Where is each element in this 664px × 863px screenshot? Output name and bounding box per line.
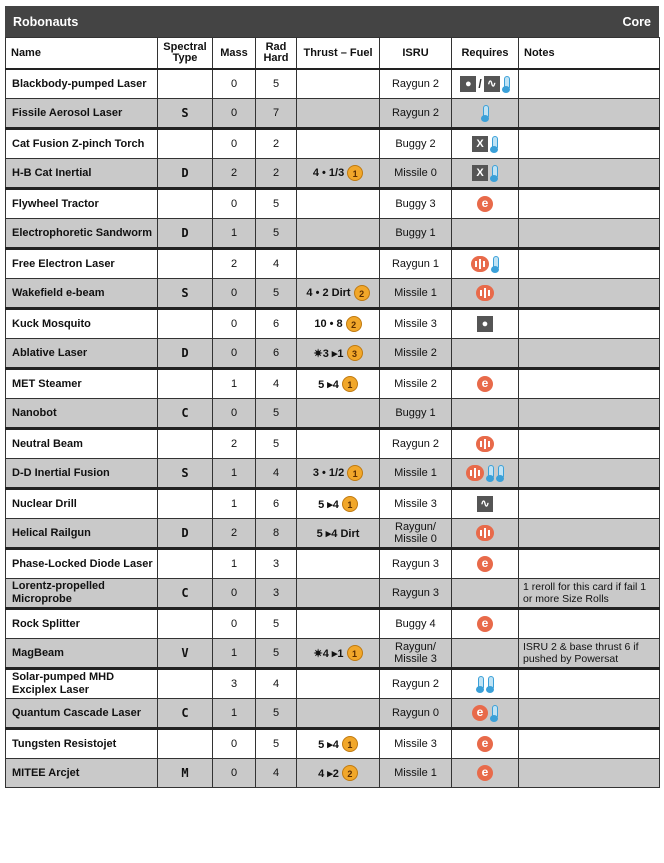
row-spectral-type: D: [158, 159, 213, 189]
row-name: Quantum Cascade Laser: [6, 699, 158, 729]
row-isru: Missile 0: [380, 159, 452, 189]
row-thrust-fuel: [297, 579, 380, 609]
row-rad-hard: 5: [256, 189, 297, 219]
card-title: Robonauts: [13, 14, 79, 29]
row-mass: 0: [213, 309, 256, 339]
row-notes: [519, 309, 660, 339]
col-header-thrust: Thrust – Fuel: [297, 38, 380, 70]
pp-icon: [476, 436, 494, 452]
thermometer-icon: [490, 136, 498, 153]
row-requires: [452, 69, 519, 99]
thrust-badge-icon: 2: [342, 765, 358, 781]
row-thrust-fuel: [297, 249, 380, 279]
row-rad-hard: 6: [256, 489, 297, 519]
thrust-badge-icon: 1: [347, 165, 363, 181]
row-notes: [519, 99, 660, 129]
row-rad-hard: 5: [256, 729, 297, 759]
row-requires: [452, 729, 519, 759]
row-name: Nanobot: [6, 399, 158, 429]
row-spectral-type: [158, 369, 213, 399]
row-name: Electrophoretic Sandworm: [6, 219, 158, 249]
row-spectral-type: D: [158, 339, 213, 369]
row-isru: Raygun 3: [380, 549, 452, 579]
table-row: [6, 609, 660, 639]
row-isru: Raygun 0: [380, 699, 452, 729]
row-spectral-type: C: [158, 579, 213, 609]
row-thrust-fuel: [297, 429, 380, 459]
row-rad-hard: 5: [256, 279, 297, 309]
row-thrust-value: 4 • 2 Dirt: [306, 287, 351, 299]
row-thrust-fuel: [297, 189, 380, 219]
row-thrust-value: 4 • 1/3: [312, 167, 345, 179]
row-requires: [452, 219, 519, 249]
pp-icon: [476, 525, 494, 541]
wave-icon: ∿: [484, 76, 500, 92]
table-row: [6, 279, 660, 309]
row-name: Cat Fusion Z-pinch Torch: [6, 129, 158, 159]
row-name: H-B Cat Inertial: [6, 159, 158, 189]
row-mass: 1: [213, 549, 256, 579]
row-requires: [452, 279, 519, 309]
row-thrust-value: 3 • 1/2: [312, 467, 345, 479]
row-name: Neutral Beam: [6, 429, 158, 459]
row-mass: 1: [213, 219, 256, 249]
row-requires: [452, 249, 519, 279]
row-notes: [519, 429, 660, 459]
header-row: [6, 38, 660, 70]
row-mass: 0: [213, 339, 256, 369]
row-isru: Raygun 1: [380, 249, 452, 279]
thrust-badge-icon: 2: [354, 285, 370, 301]
row-isru: Raygun 2: [380, 429, 452, 459]
row-rad-hard: 6: [256, 339, 297, 369]
row-notes: [519, 729, 660, 759]
row-thrust-fuel: [297, 519, 380, 549]
row-thrust-fuel: [297, 339, 380, 369]
table-row: [6, 669, 660, 699]
x-icon: X: [472, 136, 488, 152]
thrust-badge-icon: 1: [347, 465, 363, 481]
robonauts-card: [5, 6, 659, 788]
row-thrust-fuel: [297, 309, 380, 339]
row-spectral-type: C: [158, 399, 213, 429]
row-name: Wakefield e-beam: [6, 279, 158, 309]
row-rad-hard: 5: [256, 429, 297, 459]
row-rad-hard: 5: [256, 399, 297, 429]
row-requires: [452, 459, 519, 489]
thrust-badge-icon: 1: [342, 496, 358, 512]
row-mass: 0: [213, 399, 256, 429]
row-isru: Missile 2: [380, 369, 452, 399]
row-rad-hard: 2: [256, 159, 297, 189]
row-notes: [519, 279, 660, 309]
row-isru: Missile 1: [380, 459, 452, 489]
row-spectral-type: [158, 609, 213, 639]
row-isru: Missile 1: [380, 759, 452, 788]
row-isru: Buggy 1: [380, 219, 452, 249]
bomb-icon: ●: [460, 76, 476, 92]
row-thrust-value: ✷3 ▸1: [313, 347, 344, 360]
pp-icon: [476, 285, 494, 301]
row-notes: [519, 459, 660, 489]
table-row: [6, 549, 660, 579]
row-thrust-fuel: [297, 159, 380, 189]
row-isru: Missile 3: [380, 489, 452, 519]
row-name: Blackbody-pumped Laser: [6, 69, 158, 99]
col-header-mass: Mass: [213, 38, 256, 70]
row-mass: 2: [213, 429, 256, 459]
row-mass: 1: [213, 369, 256, 399]
row-thrust-fuel: [297, 729, 380, 759]
row-notes: [519, 489, 660, 519]
thermometer-icon: [486, 676, 494, 693]
row-requires: [452, 669, 519, 699]
row-requires: [452, 99, 519, 129]
row-isru: Buggy 4: [380, 609, 452, 639]
pp-icon: [471, 256, 489, 272]
row-requires: [452, 339, 519, 369]
row-spectral-type: V: [158, 639, 213, 669]
bomb-icon: ●: [477, 316, 493, 332]
thrust-badge-icon: 3: [347, 345, 363, 361]
row-thrust-fuel: [297, 69, 380, 99]
thermometer-icon: [490, 705, 498, 722]
row-thrust-fuel: [297, 609, 380, 639]
row-notes: [519, 69, 660, 99]
row-notes: [519, 159, 660, 189]
row-isru: Missile 3: [380, 309, 452, 339]
row-requires: [452, 579, 519, 609]
table-row: [6, 699, 660, 729]
row-spectral-type: [158, 189, 213, 219]
row-rad-hard: 8: [256, 519, 297, 549]
row-mass: 0: [213, 759, 256, 788]
col-header-spectral: Spectral Type: [158, 38, 213, 70]
table-body: [6, 69, 660, 788]
row-name: Solar-pumped MHD Exciplex Laser: [6, 669, 158, 699]
robonauts-table: [5, 37, 660, 788]
row-spectral-type: D: [158, 219, 213, 249]
table-row: [6, 369, 660, 399]
table-row: [6, 459, 660, 489]
table-row: [6, 129, 660, 159]
thermometer-icon: [486, 465, 494, 482]
row-spectral-type: [158, 549, 213, 579]
table-row: [6, 399, 660, 429]
row-spectral-type: M: [158, 759, 213, 788]
table-row: [6, 579, 660, 609]
row-notes: [519, 549, 660, 579]
row-spectral-type: [158, 669, 213, 699]
row-thrust-fuel: [297, 669, 380, 699]
row-thrust-value: ✷4 ▸1: [313, 647, 344, 660]
table-row: [6, 489, 660, 519]
row-notes: [519, 399, 660, 429]
table-row: [6, 309, 660, 339]
row-name: Flywheel Tractor: [6, 189, 158, 219]
col-header-notes: Notes: [519, 38, 660, 70]
row-thrust-value: 5 ▸4: [318, 378, 339, 391]
thermometer-icon: [502, 76, 510, 93]
table-row: [6, 429, 660, 459]
thermometer-icon: [490, 165, 498, 182]
e-icon: e: [477, 736, 493, 752]
table-row: [6, 249, 660, 279]
row-isru: Raygun 2: [380, 99, 452, 129]
row-name: Tungsten Resistojet: [6, 729, 158, 759]
row-thrust-fuel: [297, 399, 380, 429]
row-requires: [452, 159, 519, 189]
row-spectral-type: [158, 249, 213, 279]
row-rad-hard: 4: [256, 249, 297, 279]
row-requires: [452, 519, 519, 549]
row-thrust-value: 5 ▸4: [318, 498, 339, 511]
row-isru: Missile 2: [380, 339, 452, 369]
table-row: [6, 519, 660, 549]
row-spectral-type: [158, 489, 213, 519]
row-isru: Missile 3: [380, 729, 452, 759]
row-mass: 3: [213, 669, 256, 699]
row-rad-hard: 4: [256, 759, 297, 788]
row-mass: 0: [213, 729, 256, 759]
row-thrust-fuel: [297, 219, 380, 249]
row-mass: 1: [213, 699, 256, 729]
row-mass: 0: [213, 99, 256, 129]
row-name: MITEE Arcjet: [6, 759, 158, 788]
slash-separator-icon: /: [478, 77, 482, 91]
row-rad-hard: 4: [256, 459, 297, 489]
row-requires: [452, 549, 519, 579]
row-requires: [452, 129, 519, 159]
row-isru: Raygun 2: [380, 669, 452, 699]
thrust-badge-icon: 1: [347, 645, 363, 661]
e-icon: e: [477, 556, 493, 572]
row-rad-hard: 3: [256, 579, 297, 609]
row-notes: [519, 339, 660, 369]
row-notes: 1 reroll for this card if fail 1 or more Size Rolls: [519, 579, 660, 609]
row-spectral-type: D: [158, 519, 213, 549]
e-icon: e: [472, 705, 488, 721]
col-header-requires: Requires: [452, 38, 519, 70]
row-isru: Missile 1: [380, 279, 452, 309]
row-isru: Raygun 2: [380, 69, 452, 99]
row-notes: [519, 609, 660, 639]
row-requires: [452, 759, 519, 788]
row-notes: [519, 699, 660, 729]
row-name: Ablative Laser: [6, 339, 158, 369]
thermometer-icon: [491, 256, 499, 273]
table-row: [6, 759, 660, 788]
e-icon: e: [477, 765, 493, 781]
row-rad-hard: 5: [256, 69, 297, 99]
row-spectral-type: [158, 729, 213, 759]
row-thrust-value: 5 ▸4 Dirt: [316, 527, 360, 540]
table-row: [6, 189, 660, 219]
row-spectral-type: [158, 429, 213, 459]
row-isru: Buggy 3: [380, 189, 452, 219]
row-name: MagBeam: [6, 639, 158, 669]
row-name: Free Electron Laser: [6, 249, 158, 279]
row-isru: Buggy 2: [380, 129, 452, 159]
row-spectral-type: [158, 309, 213, 339]
row-requires: [452, 399, 519, 429]
row-spectral-type: S: [158, 459, 213, 489]
row-name: MET Steamer: [6, 369, 158, 399]
row-thrust-fuel: [297, 759, 380, 788]
row-name: Rock Splitter: [6, 609, 158, 639]
x-icon: X: [472, 165, 488, 181]
row-notes: [519, 219, 660, 249]
row-spectral-type: [158, 69, 213, 99]
row-requires: [452, 369, 519, 399]
row-thrust-fuel: [297, 129, 380, 159]
card-type: Core: [622, 14, 651, 29]
e-icon: e: [477, 376, 493, 392]
row-mass: 0: [213, 189, 256, 219]
row-notes: [519, 519, 660, 549]
row-thrust-fuel: [297, 459, 380, 489]
table-row: [6, 219, 660, 249]
e-icon: e: [477, 196, 493, 212]
row-thrust-value: 5 ▸4: [318, 738, 339, 751]
row-thrust-fuel: [297, 549, 380, 579]
row-rad-hard: 7: [256, 99, 297, 129]
row-requires: [452, 429, 519, 459]
row-thrust-value: 4 ▸2: [318, 767, 339, 780]
row-thrust-fuel: [297, 489, 380, 519]
thrust-badge-icon: 1: [342, 736, 358, 752]
row-rad-hard: 5: [256, 609, 297, 639]
row-rad-hard: 5: [256, 639, 297, 669]
col-header-rad: Rad Hard: [256, 38, 297, 70]
row-name: Lorentz-propelled Microprobe: [6, 579, 158, 609]
row-rad-hard: 6: [256, 309, 297, 339]
wave-icon: ∿: [477, 496, 493, 512]
row-name: D-D Inertial Fusion: [6, 459, 158, 489]
row-rad-hard: 5: [256, 219, 297, 249]
row-requires: [452, 639, 519, 669]
row-notes: ISRU 2 & base thrust 6 if pushed by Powersat: [519, 639, 660, 669]
row-requires: [452, 609, 519, 639]
table-row: [6, 159, 660, 189]
row-spectral-type: S: [158, 99, 213, 129]
row-rad-hard: 4: [256, 669, 297, 699]
thermometer-icon: [481, 105, 489, 122]
row-requires: [452, 699, 519, 729]
table-row: [6, 69, 660, 99]
row-notes: [519, 759, 660, 788]
row-mass: 1: [213, 639, 256, 669]
row-rad-hard: 3: [256, 549, 297, 579]
row-isru: Raygun/ Missile 0: [380, 519, 452, 549]
row-spectral-type: C: [158, 699, 213, 729]
row-rad-hard: 2: [256, 129, 297, 159]
row-thrust-fuel: [297, 699, 380, 729]
card-title-bar: [5, 6, 659, 37]
row-notes: [519, 249, 660, 279]
table-row: [6, 729, 660, 759]
row-requires: [452, 189, 519, 219]
thrust-badge-icon: 2: [346, 316, 362, 332]
row-thrust-fuel: [297, 369, 380, 399]
row-mass: 2: [213, 519, 256, 549]
row-spectral-type: [158, 129, 213, 159]
row-mass: 0: [213, 579, 256, 609]
row-isru: Raygun/ Missile 3: [380, 639, 452, 669]
table-row: [6, 339, 660, 369]
row-name: Nuclear Drill: [6, 489, 158, 519]
pp-icon: [466, 465, 484, 481]
row-notes: [519, 369, 660, 399]
row-mass: 0: [213, 69, 256, 99]
row-isru: Buggy 1: [380, 399, 452, 429]
row-thrust-fuel: [297, 279, 380, 309]
row-mass: 1: [213, 489, 256, 519]
col-header-isru: ISRU: [380, 38, 452, 70]
row-thrust-fuel: [297, 639, 380, 669]
row-thrust-value: 10 • 8: [314, 318, 343, 330]
row-notes: [519, 189, 660, 219]
row-mass: 1: [213, 459, 256, 489]
thermometer-icon: [496, 465, 504, 482]
row-mass: 0: [213, 609, 256, 639]
row-notes: [519, 129, 660, 159]
row-thrust-fuel: [297, 99, 380, 129]
col-header-name: Name: [6, 38, 158, 70]
row-name: Helical Railgun: [6, 519, 158, 549]
row-mass: 0: [213, 279, 256, 309]
row-rad-hard: 5: [256, 699, 297, 729]
row-mass: 2: [213, 249, 256, 279]
thrust-badge-icon: 1: [342, 376, 358, 392]
row-mass: 2: [213, 159, 256, 189]
e-icon: e: [477, 616, 493, 632]
row-notes: [519, 669, 660, 699]
table-row: [6, 99, 660, 129]
row-name: Phase-Locked Diode Laser: [6, 549, 158, 579]
row-requires: [452, 489, 519, 519]
row-isru: Raygun 3: [380, 579, 452, 609]
table-row: [6, 639, 660, 669]
row-name: Fissile Aerosol Laser: [6, 99, 158, 129]
row-spectral-type: S: [158, 279, 213, 309]
row-name: Kuck Mosquito: [6, 309, 158, 339]
row-rad-hard: 4: [256, 369, 297, 399]
row-requires: [452, 309, 519, 339]
thermometer-icon: [476, 676, 484, 693]
row-mass: 0: [213, 129, 256, 159]
